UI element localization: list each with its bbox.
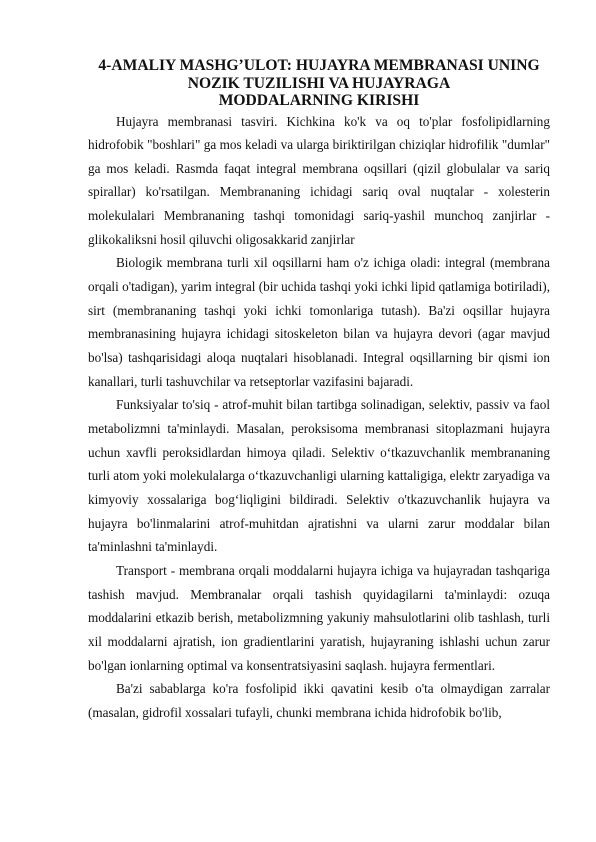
- title-line-2: NOZIK TUZILISHI VA HUJAYRAGA: [187, 74, 451, 92]
- title-line-3: MODDALARNING KIRISHI: [218, 92, 420, 109]
- paragraph-membrane-proteins: Biologik membrana turli xil oqsillarni ham o'z ichiga oladi: integral (membrana orqali o'tadigan), yarim integral (bir uchida tashqi yoki ichki lipid qatlamiga botiriladi), sirt (membrananing tashqi yoki ichki tomonlariga tutash). Ba'zi oqsillar hujayra membranasining hujayra ichidagi sitoskeleton bilan va hujayra devori (agar mavjud bo'lsa) tashqarisidagi aloqa nuqtalari hisoblanadi. Integral oqsillarning bir qismi ion kanallari, turli tashuvchilar va retseptorlar vazifasini bajaradi.: [88, 255, 550, 389]
- document-title: [88, 57, 550, 110]
- paragraph-phospholipid-bilayer: Ba'zi sabablarga ko'ra fosfolipid ikki qavatini kesib o'ta olmaydigan zarralar (masalan, gidrofil xossalari tufayli, chunki membrana ichida hidrofobik bo'lib,: [88, 681, 550, 720]
- paragraph-transport: Transport - membrana orqali moddalarni hujayra ichiga va hujayradan tashqariga tashish mavjud. Membranalar orqali tashish quyidagilarni ta'minlaydi: ozuqa moddalarini etkazib berish, metabolizmning yakuniy mahsulotlarini olib tashlash, turli xil moddalarni ajratish, ion gradientlarini yaratish, hujayraning ishlashi uchun zarur bo'lgan ionlarning optimal va konsentratsiyasini saqlash. hujayra fermentlari.: [88, 562, 550, 673]
- title-line-1: 4-AMALIY MASHG’ULOT: HUJAYRA MEMBRANASI UNING: [98, 57, 540, 74]
- document-page: [88, 57, 550, 725]
- paragraph-membrane-image: Hujayra membranasi tasviri. Kichkina ko'k va oq to'plar fosfolipidlarning hidrofobik "boshlari" ga mos keladi va ularga biriktirilgan chiziqlar hidrofilik "dumlar" ga mos keladi. Rasmda faqat integral membrana oqsillari (qizil globulalar va sariq spirallar) ko'rsatilgan. Membrananing ichidagi sariq oval nuqtalar - xolesterin molekulalari Membrananing tashqi tomonidagi sariq-yashil munchoq zanjirlar - glikokaliksni hosil qiluvchi oligosakkarid zanjirlar: [88, 113, 550, 247]
- paragraph-barrier-function: Funksiyalar to'siq - atrof-muhit bilan tartibga solinadigan, selektiv, passiv va faol metabolizmni ta'minlaydi. Masalan, peroksisoma membranasi sitoplazmani hujayra uchun xavfli peroksidlardan himoya qiladi. Selektiv o‘tkazuvchanlik membrananing turli atom yoki molekulalarga o‘tkazuvchanligi ularning kattaligiga, elektr zaryadiga va kimyoviy xossalariga bog‘liqligini bildiradi. Selektiv o'tkazuvchanlik hujayra va hujayra bo'linmalarini atrof-muhitdan ajratishni va ularni zarur moddalar bilan ta'minlashni ta'minlaydi.: [88, 397, 550, 555]
